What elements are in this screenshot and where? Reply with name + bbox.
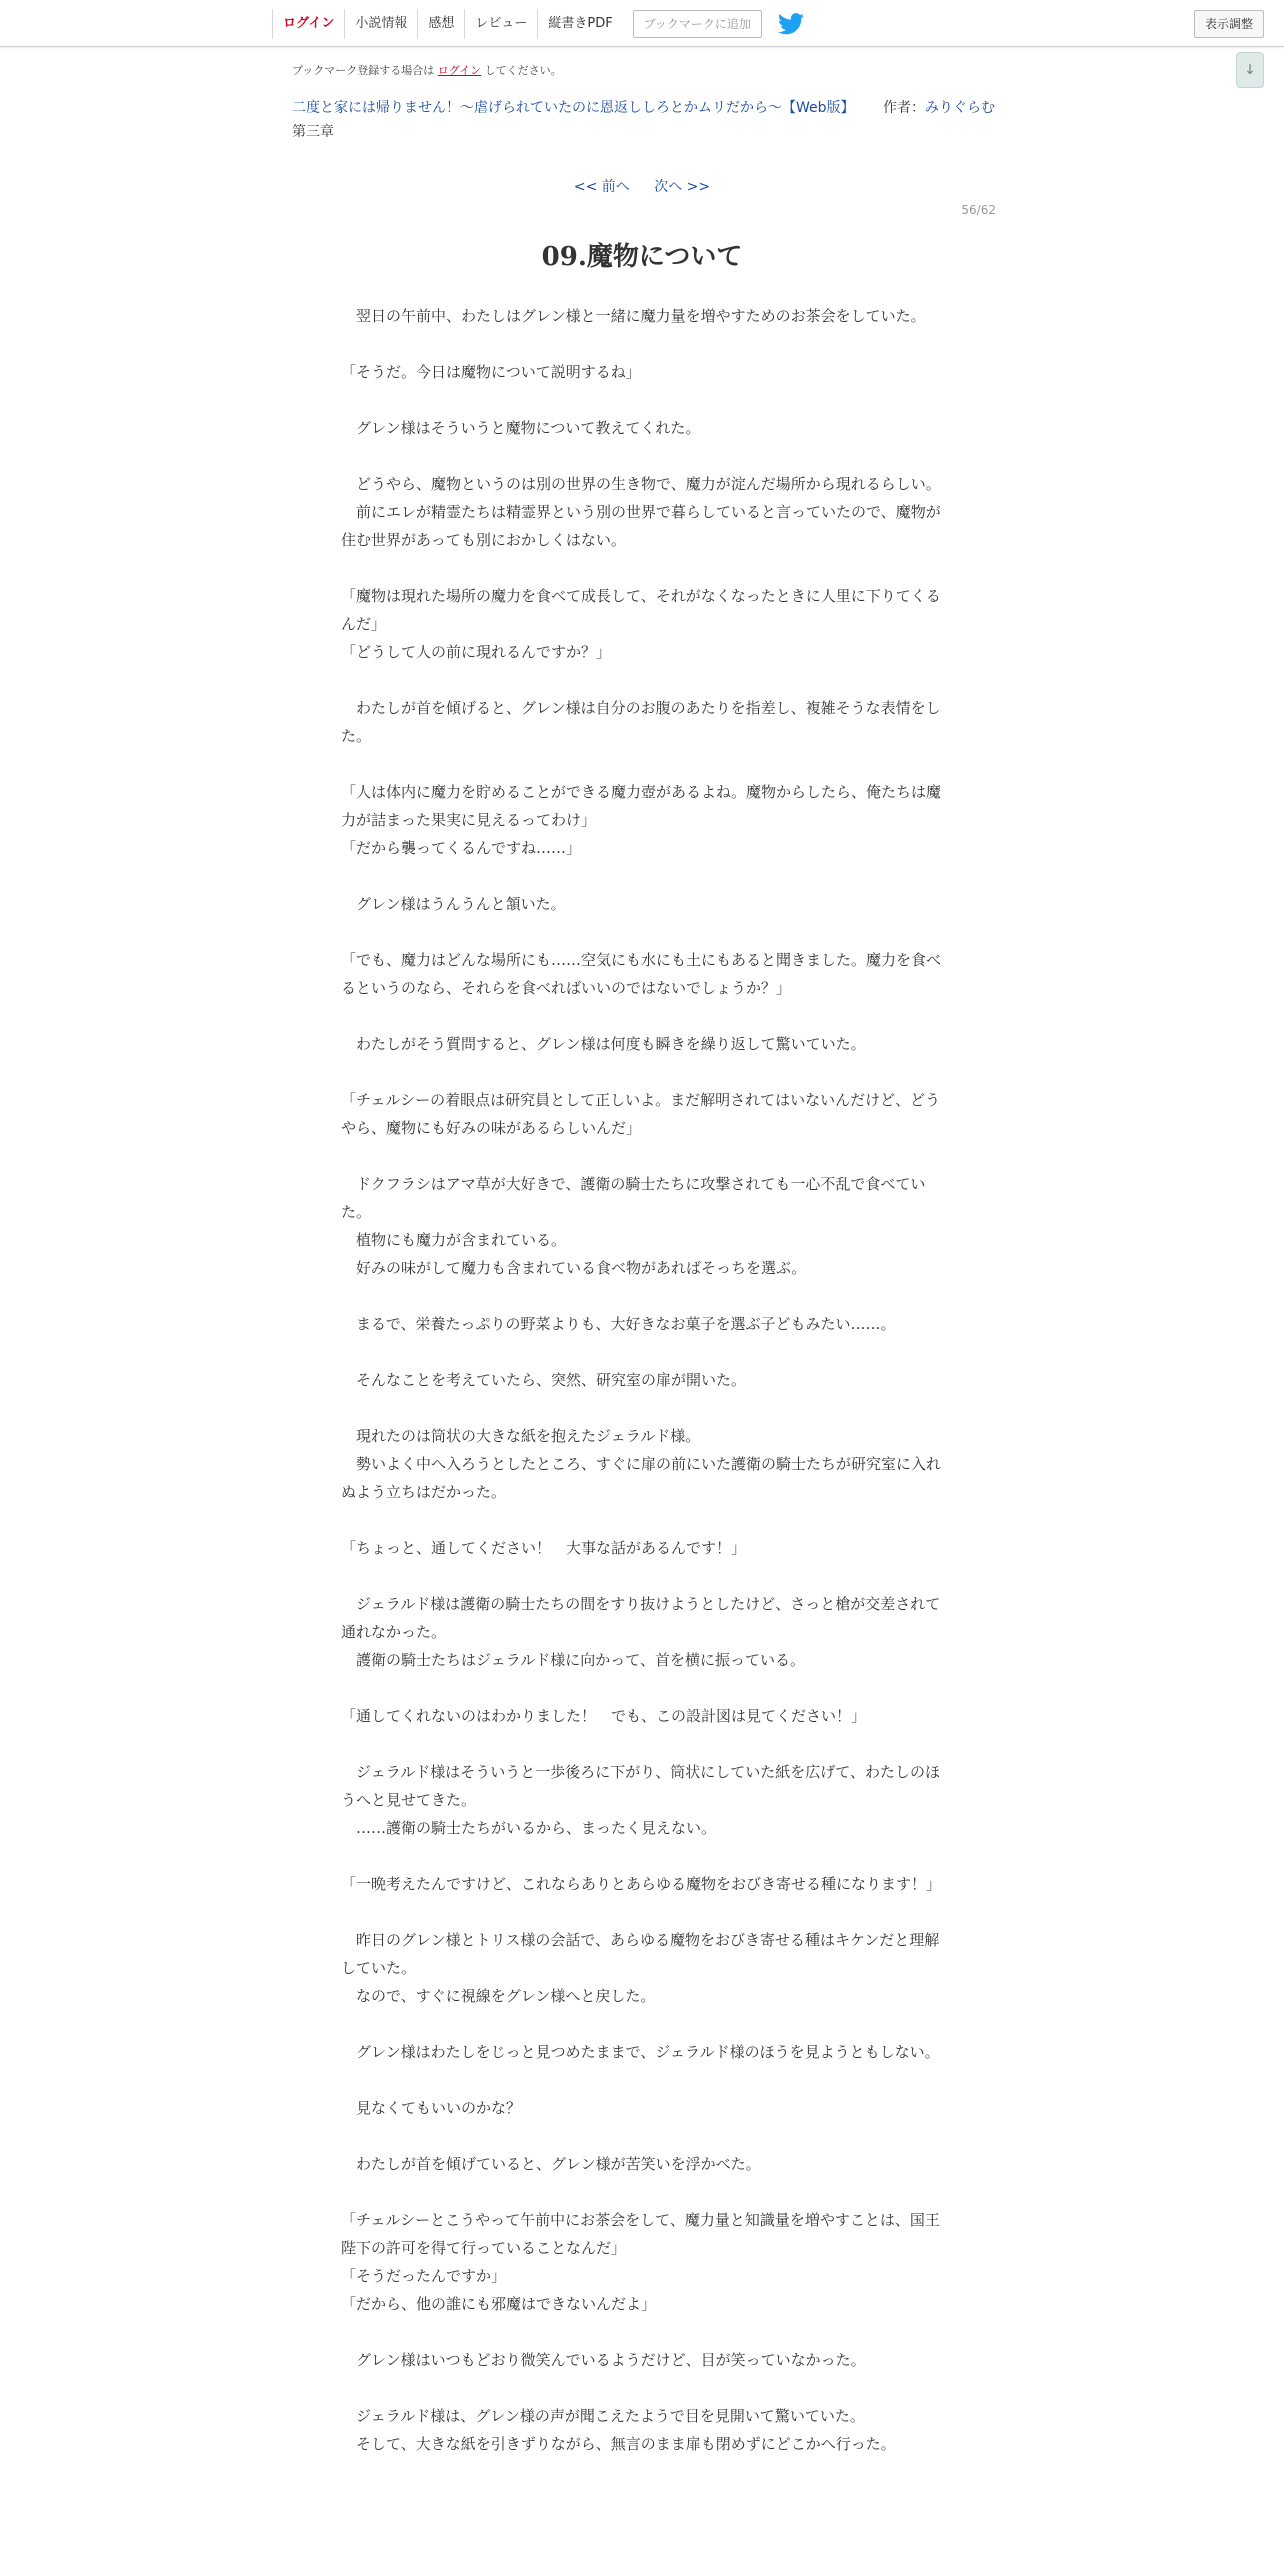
body-paragraph: 「魔物は現れた場所の魔力を食べて成長して、それがなくなったときに人里に下りてくるんだ」: [341, 587, 941, 633]
chapter-title: 第三章: [292, 124, 334, 140]
blank-line: [341, 1338, 941, 1366]
body-paragraph: 「人は体内に魔力を貯めることができる魔力壺があるよね。魔物からしたら、俺たちは魔力が詰まった果実に見えるってわけ」: [341, 783, 942, 829]
body-paragraph: 「でも、魔力はどんな場所にも……空気にも水にも土にもあると聞きました。魔力を食べるというのなら、それらを食べればいいのではないでしょうか？」: [341, 951, 942, 997]
notice-prefix: ブックマーク登録する場合は: [292, 64, 435, 77]
blank-line: [341, 1506, 941, 1534]
blank-line: [341, 2066, 941, 2094]
blank-line: [341, 1730, 941, 1758]
notice-login-link[interactable]: ログイン: [437, 64, 482, 77]
blank-line: [341, 1842, 941, 1870]
body-paragraph: 翌日の午前中、わたしはグレン様と一緒に魔力量を増やすためのお茶会をしていた。: [341, 307, 926, 325]
blank-line: [341, 1562, 941, 1590]
blank-line: [341, 862, 941, 890]
body-paragraph: 見なくてもいいのかな？: [341, 2099, 522, 2117]
blank-line: [341, 918, 941, 946]
novel-title-line: [292, 97, 995, 117]
author-label: 作者：: [882, 100, 925, 116]
body-paragraph: 「そうだ。今日は魔物について説明するね」: [341, 363, 641, 381]
body-paragraph: グレン様はそういうと魔物について教えてくれた。: [341, 419, 701, 437]
body-paragraph: なので、すぐに視線をグレン様へと戻した。: [341, 1987, 656, 2005]
prev-link[interactable]: << 前へ: [573, 179, 630, 195]
body-paragraph: ジェラルド様は護衛の騎士たちの間をすり抜けようとしたけど、さっと槍が交差されて通れなかった。: [341, 1595, 941, 1641]
nav-novel-info[interactable]: 小説情報: [344, 9, 417, 39]
blank-line: [341, 1898, 941, 1926]
blank-line: [341, 1002, 941, 1030]
body-paragraph: 「どうして人の前に現れるんですか？」: [341, 643, 612, 661]
next-link[interactable]: 次へ >>: [654, 179, 711, 195]
blank-line: [341, 2178, 941, 2206]
nav-menu: [272, 8, 804, 40]
login-notice: [292, 62, 562, 78]
blank-line: [341, 2122, 941, 2150]
body-paragraph: 植物にも魔力が含まれている。: [341, 1231, 567, 1249]
add-bookmark-button[interactable]: ブックマークに追加: [633, 10, 762, 38]
blank-line: [341, 1674, 941, 1702]
body-paragraph: 護衛の騎士たちはジェラルド様に向かって、首を横に振っている。: [341, 1651, 805, 1669]
body-paragraph: ジェラルド様はそういうと一歩後ろに下がり、筒状にしていた紙を広げて、わたしのほうへと見せてきた。: [341, 1763, 940, 1809]
body-paragraph: グレン様はうんうんと頷いた。: [341, 895, 566, 913]
body-paragraph: 「チェルシーの着眼点は研究員として正しいよ。まだ解明されてはいないんだけど、どうやら、魔物にも好みの味があるらしいんだ」: [341, 1091, 941, 1137]
body-paragraph: 「そうだったんですか」: [341, 2267, 507, 2285]
blank-line: [341, 330, 941, 358]
blank-line: [341, 750, 941, 778]
body-paragraph: 「チェルシーとこうやって午前中にお茶会をして、魔力量と知識量を増やすことは、国王陛下の許可を得て行っていることなんだ」: [341, 2211, 940, 2257]
header-bar: [0, 0, 1284, 47]
body-paragraph: 好みの味がして魔力も含まれている食べ物があればそっちを選ぶ。: [341, 1259, 807, 1277]
pager: [0, 176, 1284, 196]
nav-review[interactable]: レビュー: [464, 9, 537, 39]
page-count: 56/62: [961, 203, 996, 217]
blank-line: [341, 554, 941, 582]
body-paragraph: 現れたのは筒状の大きな紙を抱えたジェラルド様。: [341, 1427, 701, 1445]
nav-login[interactable]: ログイン: [272, 9, 344, 39]
body-paragraph: ドクフラシはアマ草が大好きで、護衛の騎士たちに攻撃されても一心不乱で食べていた。: [341, 1175, 926, 1221]
body-paragraph: 昨日のグレン様とトリス様の会話で、あらゆる魔物をおびき寄せる種はキケンだと理解していた。: [341, 1931, 940, 1977]
body-paragraph: 「だから、他の誰にも邪魔はできないんだよ」: [341, 2295, 657, 2313]
body-paragraph: まるで、栄養たっぷりの野菜よりも、大好きなお菓子を選ぶ子どもみたい……。: [341, 1315, 896, 1333]
body-paragraph: どうやら、魔物というのは別の世界の生き物で、魔力が淀んだ場所から現れるらしい。: [341, 475, 941, 493]
body-paragraph: 「だから襲ってくるんですね……」: [341, 839, 582, 857]
twitter-bird-icon[interactable]: [778, 13, 804, 35]
episode-body: [341, 302, 941, 2458]
blank-line: [341, 2374, 941, 2402]
blank-line: [341, 1394, 941, 1422]
body-paragraph: わたしがそう質問すると、グレン様は何度も瞬きを繰り返して驚いていた。: [341, 1035, 866, 1053]
body-paragraph: 前にエレが精霊たちは精霊界という別の世界で暮らしていると言っていたので、魔物が住む世界があっても別におかしくはない。: [341, 503, 941, 549]
blank-line: [341, 1282, 941, 1310]
scroll-down-button[interactable]: ↓: [1236, 52, 1264, 88]
episode-title: 09.魔物について: [541, 242, 743, 272]
notice-suffix: してください。: [484, 64, 562, 77]
body-paragraph: グレン様はいつもどおり微笑んでいるようだけど、目が笑っていなかった。: [341, 2351, 866, 2369]
blank-line: [341, 1142, 941, 1170]
body-paragraph: わたしが首を傾げると、グレン様は自分のお腹のあたりを指差し、複雑そうな表情をした。: [341, 699, 941, 745]
body-paragraph: 「一晩考えたんですけど、これならありとあらゆる魔物をおびき寄せる種になります！」: [341, 1875, 942, 1893]
body-paragraph: わたしが首を傾げていると、グレン様が苦笑いを浮かべた。: [341, 2155, 761, 2173]
nav-vertical-pdf[interactable]: 縦書きPDF: [537, 9, 622, 39]
body-paragraph: 「通してくれないのはわかりました！ でも、この設計図は見てください！」: [341, 1707, 867, 1725]
novel-title-link[interactable]: 二度と家には帰りません！～虐げられていたのに恩返ししろとかムリだから～【Web版】: [292, 100, 855, 116]
body-paragraph: そして、大きな紙を引きずりながら、無言のまま扉も閉めずにどこかへ行った。: [341, 2435, 896, 2453]
blank-line: [341, 666, 941, 694]
blank-line: [341, 442, 941, 470]
blank-line: [341, 2010, 941, 2038]
nav-impressions[interactable]: 感想: [417, 9, 464, 39]
body-paragraph: グレン様はわたしをじっと見つめたままで、ジェラルド様のほうを見ようともしない。: [341, 2043, 940, 2061]
body-paragraph: そんなことを考えていたら、突然、研究室の扉が開いた。: [341, 1371, 747, 1389]
body-paragraph: ……護衛の騎士たちがいるから、まったく見えない。: [341, 1819, 717, 1837]
body-paragraph: ジェラルド様は、グレン様の声が聞こえたようで目を見開いて驚いていた。: [341, 2407, 865, 2425]
blank-line: [341, 1058, 941, 1086]
blank-line: [341, 386, 941, 414]
blank-line: [341, 2318, 941, 2346]
body-paragraph: 勢いよく中へ入ろうとしたところ、すぐに扉の前にいた護衛の騎士たちが研究室に入れぬよう立ちはだかった。: [341, 1455, 942, 1501]
body-paragraph: 「ちょっと、通してください！ 大事な話があるんです！」: [341, 1539, 747, 1557]
author-link[interactable]: みりぐらむ: [924, 100, 995, 116]
display-settings-button[interactable]: 表示調整: [1194, 10, 1264, 38]
